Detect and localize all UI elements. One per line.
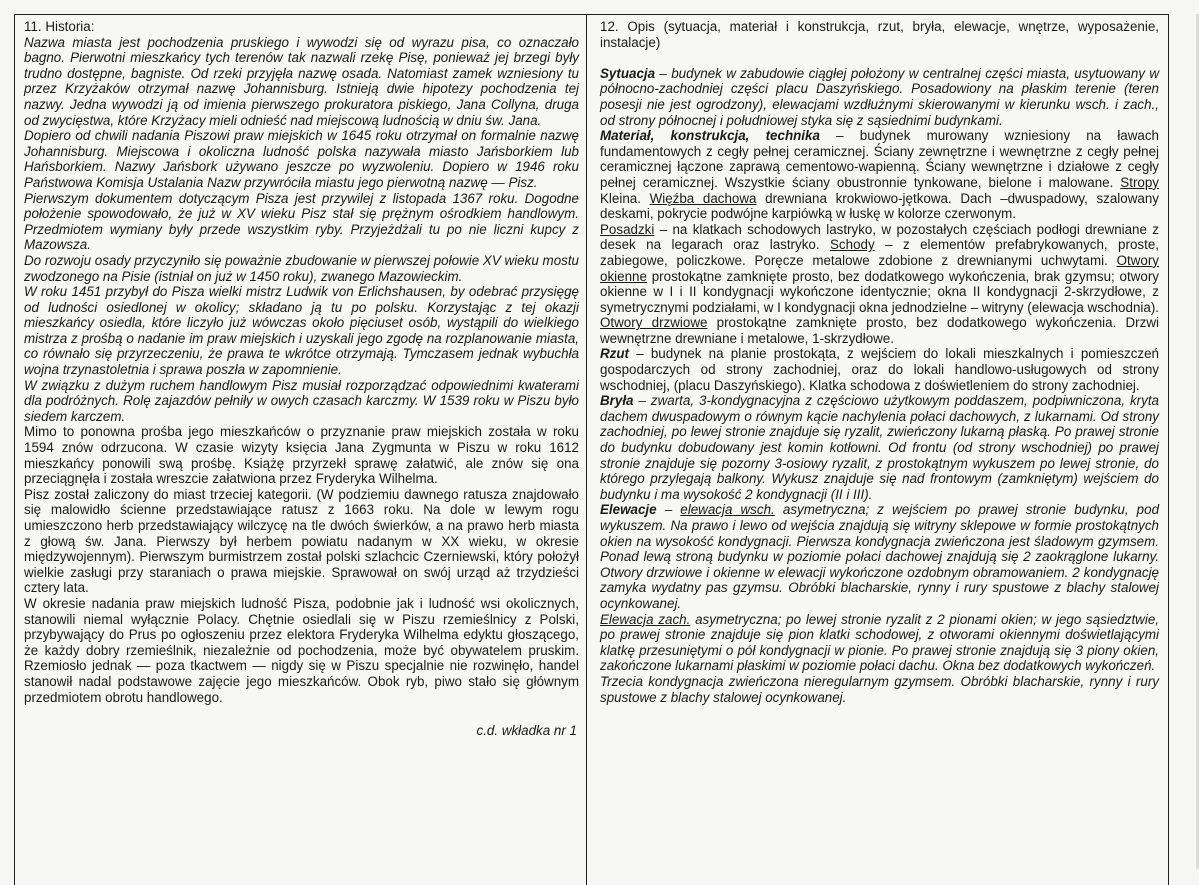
stropy-text: Kleina. <box>600 190 650 206</box>
history-paragraph-4: Do rozwoju osady przyczyniło się poważnie zbudowanie w pierwszej połowie XV wieku mostu zwodzonego na Pisie (istniał on już w 1450 roku), zwanego Mazowieckim. <box>24 252 579 284</box>
sytuacja-text: – budynek w zabudowie ciągłej położony w centralnej części miasta, usytuowany w północno-zachodniej części placu Daszyńskiego. Posadowiony na płaskim terenie (teren posesji nie jest ogrodzony), elewacjami wzdłużnymi skierowanymi w kierunku wsch. i zach., od strony północnej i południowej styka się z sąsiednimi budynkami. <box>600 65 1159 128</box>
elewacja-zach-text: asymetryczna; po lewej stronie ryzalit z 2 pionami okien; w jego sąsiedztwie, po prawej stronie znajduje się pion klatki schodowej, z otworami okiennymi doświetlającymi klatkę przesuniętymi o pół kondygnacji w pionie. Po prawej stronie znajdują się 3 piony okien, zakończone lukarnami płaskimi w poziomie połaci dachu. Okna bez dodatkowych wykończeń. <box>600 611 1159 674</box>
history-heading: 11. Historia: <box>24 19 95 34</box>
schody-label: Schody <box>830 237 875 253</box>
continued-note: c.d. wkładka nr 1 <box>476 723 577 739</box>
elewacja-zach-paragraph <box>600 612 1159 674</box>
elewacje-label: Elewacje <box>600 502 657 518</box>
wiezba-text: drewniana krokwiowo-jętkowa. Dach –dwuspadowy, szalowany deskami, pokrycie podwójne karpiówką w łuskę w kolorze czerwonym. <box>600 190 1159 222</box>
history-column <box>15 15 587 885</box>
elewacja-wsch-text: asymetryczna; z wejściem po prawej stronie budynku, pod wykuszem. Na prawo i lewo od wejścia znajdują się witryny sklepowe w formie prostokątnych okien na wysokość kondygnacji. Pierwsza kondygnacja zwieńczona jest śladowym gzymsem. Ponad lewą stroną budynku w poziomie połaci dachowej znajdują się 2 zaokrąglone lukarny. Otwory drzwiowe i okienne w elewacji wykończone ozdobnym obramowaniem. 2 kondygnację zamyka wydatny pas gzymsu. Obróbki blacharskie, rynny i rury spustowe z blachy stalowej ocynkowanej. <box>600 502 1160 611</box>
posadzki-text: – na klatkach schodowych lastryko, w pozostałych częściach podłogi drewniane z desek na legarach oraz lastryko. <box>600 221 1159 253</box>
elewacja-zach-label: Elewacja zach. <box>600 611 691 627</box>
elewacje-paragraph <box>600 502 1159 611</box>
bryla-text: – zwarta, 3-kondygnacyjna z częściowo użytkowym poddaszem, podpiwniczona, kryta dachem dwuspadowym o równym kącie nachylenia połaci dachowych, z lukarnami. Od strony zachodniej, po lewej stronie znajduje się ryzalit, zwieńczony lukarną płaską. Po prawej stronie do budynku dobudowany jest komin kotłowni. Od frontu (od strony wschodniej) po prawej stronie znajduje się pozorny 3-osiowy ryzalit, z prostokątnym wykuszem po lewej stronie, do którego przylegają balkony. Wykusz znajduje się nad frontowym (zamkniętym) wejściem do budynku i ma wysokość 2 kondygnacji (II i III). <box>600 393 1159 502</box>
bryla-paragraph <box>600 393 1159 502</box>
otwory-drzwiowe-label: Otwory drzwiowe <box>600 315 708 331</box>
wiezba-label: Więźba dachowa <box>649 190 757 206</box>
material-text: – budynek murowany wzniesiony na ławach fundamentowych z cegły pełnej ceramicznej. Ściany zewnętrzne i wewnętrzne z cegły pełnej ceramicznej łączone zaprawą cementowo-wapienną. Ściany wewnętrzne i działowe z cegły pełnej ceramicznej. Wszystkie ściany obustronnie tynkowane, bielone i malowane. <box>600 128 1159 190</box>
description-column <box>587 15 1168 885</box>
history-paragraph-3: Pierwszym dokumentem dotyczącym Pisza jest przywilej z listopada 1367 roku. Dogodne położenie spowodowało, że już w XV wieku Pisz stał się prężnym ośrodkiem handlowym. Przedmiotem wymiany były przede wszystkim ryby. Przyjeżdżali tu po nie liczni kupcy z Mazowsza. <box>24 190 579 253</box>
material-paragraph <box>600 128 1159 222</box>
history-paragraph-9: W okresie nadania praw miejskich ludność Pisza, podobnie jak i ludność wsi okolicznych, stanowili niemal wyłącznie Polacy. Chętnie osiedlali się w Piszu rzemieślnicy z Polski, przybywający do Prus po ogłoszeniu przez elektora Fryderyka Wilhelma edyktu głoszącego, że każdy dobry rzemieślnik, niezależnie od pochodzenia, może być obywatelem pruskim. Rzemiosło jednak — poza tkactwem — nigdy się w Piszu specjalnie nie rozwinęło, handel stanowił nadal podstawowe zajęcie jego mieszkańców. Obok ryb, piwo stało się głównym przedmiotem obrotu handlowego. <box>24 595 579 705</box>
posadzki-label: Posadzki <box>600 221 655 237</box>
rzut-paragraph <box>600 346 1159 393</box>
schody-text: – z elementów prefabrykowanych, proste, zabiegowe, policzkowe. Poręcze metalowe zdobione z drewnianymi uchwytami. <box>600 237 1159 268</box>
sytuacja-label: Sytuacja <box>600 65 656 81</box>
bryla-label: Bryła <box>600 393 634 409</box>
rzut-text: – budynek na planie prostokąta, z wejściem do lokali mieszkalnych i pomieszczeń gospodarczych od strony zachodniej, oraz do lokali handlowo-usługowych od strony wschodniej, (placu Daszyńskiego). Klatka schodowa z doświetleniem do strony zachodniej. <box>600 346 1159 393</box>
history-paragraph-7: Mimo to ponowna prośba jego mieszkańców o przyznanie praw miejskich została w roku 1594 znów odrzucona. W czasie wizyty księcia Jana Zygmunta w Piszu w roku 1612 mieszkańcy ponowili swą prośbę. Książę przyrzekł sprawę załatwić, ale znów się ona przeciągnęła i została wreszcie załatwiona przez Fryderyka Wilhelma. <box>24 424 579 487</box>
elewacja-wsch-label: elewacja wsch. <box>680 502 775 518</box>
trzecia-kondygnacja-paragraph: Trzecia kondygnacja zwieńczona nieregularnym gzymsem. Obróbki blacharskie, rynny i rury spustowe z blachy stalowej ocynkowanej. <box>600 673 1159 705</box>
history-paragraph-8: Pisz został zaliczony do miast trzeciej kategorii. (W podziemiu dawnego ratusza znajdowało się malowidło ścienne przedstawiające ratusz z 1663 roku. Na dole w lewym rogu umieszczono herb przedstawiający wilczycę na tle dwóch świerków, a na prawo herb miasta z głową św. Jana. Pierwszy był herbem powiatu nadanym w XX wieku, w okresie międzywojennym). Pierwszym burmistrzem został polski szlachcic Czerniewski, który położył wielkie zasługi przy staraniach o prawa miejskie. Sprawował on swój urząd aż trzydzieści cztery lata. <box>24 486 579 596</box>
otwory-okienne-label: Otwory okienne <box>600 252 1159 284</box>
history-paragraph-2: Dopiero od chwili nadania Piszowi praw miejskich w 1645 roku otrzymał on formalnie nazwę Johannisburg. Miejscowa i okoliczna ludność polska nazywała miasto Jańsborkiem lub Hańsborkiem. Nazwy Jańsbork używano jeszcze po wyzwoleniu. Dopiero w 1946 roku Państwowa Komisja Ustalania Nazw przywróciła miastu jego pierwotną nazwę — Pisz. <box>24 128 579 190</box>
sytuacja-paragraph <box>600 66 1159 128</box>
elewacje-dash: – <box>656 502 681 518</box>
rzut-label: Rzut <box>600 346 630 362</box>
otwory-okienne-text: prostokątne zamknięte prosto, bez dodatkowego wykończenia, brak gzymsu; otwory okienne w I i II kondygnacji wykończone identycznie; okna II kondygnacji 2-skrzydłowe, z symetrycznymi podziałami, w I kondygnacji okna jednodzielne – witryny (elewacja wschodnia). <box>600 268 1159 315</box>
otwory-drzwiowe-text: prostokątne zamknięte prosto, bez dodatkowego wykończenia. Drzwi wewnętrzne drewniane i metalowe, 1-skrzydłowe. <box>600 315 1159 346</box>
history-paragraph-6: W związku z dużym ruchem handlowym Pisz musiał rozporządzać odpowiednimi kwaterami dla podróżnych. Rolę zajazdów pełniły w owych czasach karczmy. W 1539 roku w Piszu było siedem karczem. <box>24 377 579 424</box>
posadzki-paragraph <box>600 222 1159 347</box>
form-table <box>14 14 1169 885</box>
history-paragraph-1: Nazwa miasta jest pochodzenia pruskiego i wywodzi się od wyrazu pisa, co oznaczało bagno. Pierwotni mieszkańcy tych terenów tak nazwali rzekę Pisę, ponieważ jej brzegi były trudno dostępne, bagniste. Od rzeki przyjęła nazwę osada. Natomiast zamek wzniesiony tu przez Krzyżaków otrzymał nazwę Johannisburg. Istnieją dwie hipotezy pochodzenia tej nazwy. Jedna wywodzi ją od imienia pierwszego prokuratora piskiego, Jana Collyna, druga od zwycięstwa, które Krzyżacy mieli odnieść nad miejscową ludnością w dniu św. Jana. <box>24 34 579 128</box>
spacer <box>600 50 1159 66</box>
description-heading: 12. Opis (sytuacja, materiał i konstrukcja, rzut, bryła, elewacje, wnętrze, wyposażenie, instalacje) <box>600 19 1159 50</box>
material-label: Materiał, konstrukcja, technika <box>600 128 820 144</box>
history-paragraph-5: W roku 1451 przybył do Pisza wielki mistrz Ludwik von Erlichshausen, by odebrać przysięgę od ludności osiedlonej w okolicy; składano ją tu po polsku. Korzystając z tej okazji mieszkańcy osiedla, które liczyło już wówczas około pięciuset osób, wystąpili do wielkiego mistrza z prośbą o nadanie im praw miejskich i uzyskali jego zgodę na rozplanowanie miasta, co równało się przyrzeczeniu, że prawa te wkrótce otrzymają. Tymczasem jednak wybuchła wojna trzynastoletnia i sprawa poszła w zapomnienie. <box>24 284 579 378</box>
stropy-label: Stropy <box>1120 174 1159 190</box>
